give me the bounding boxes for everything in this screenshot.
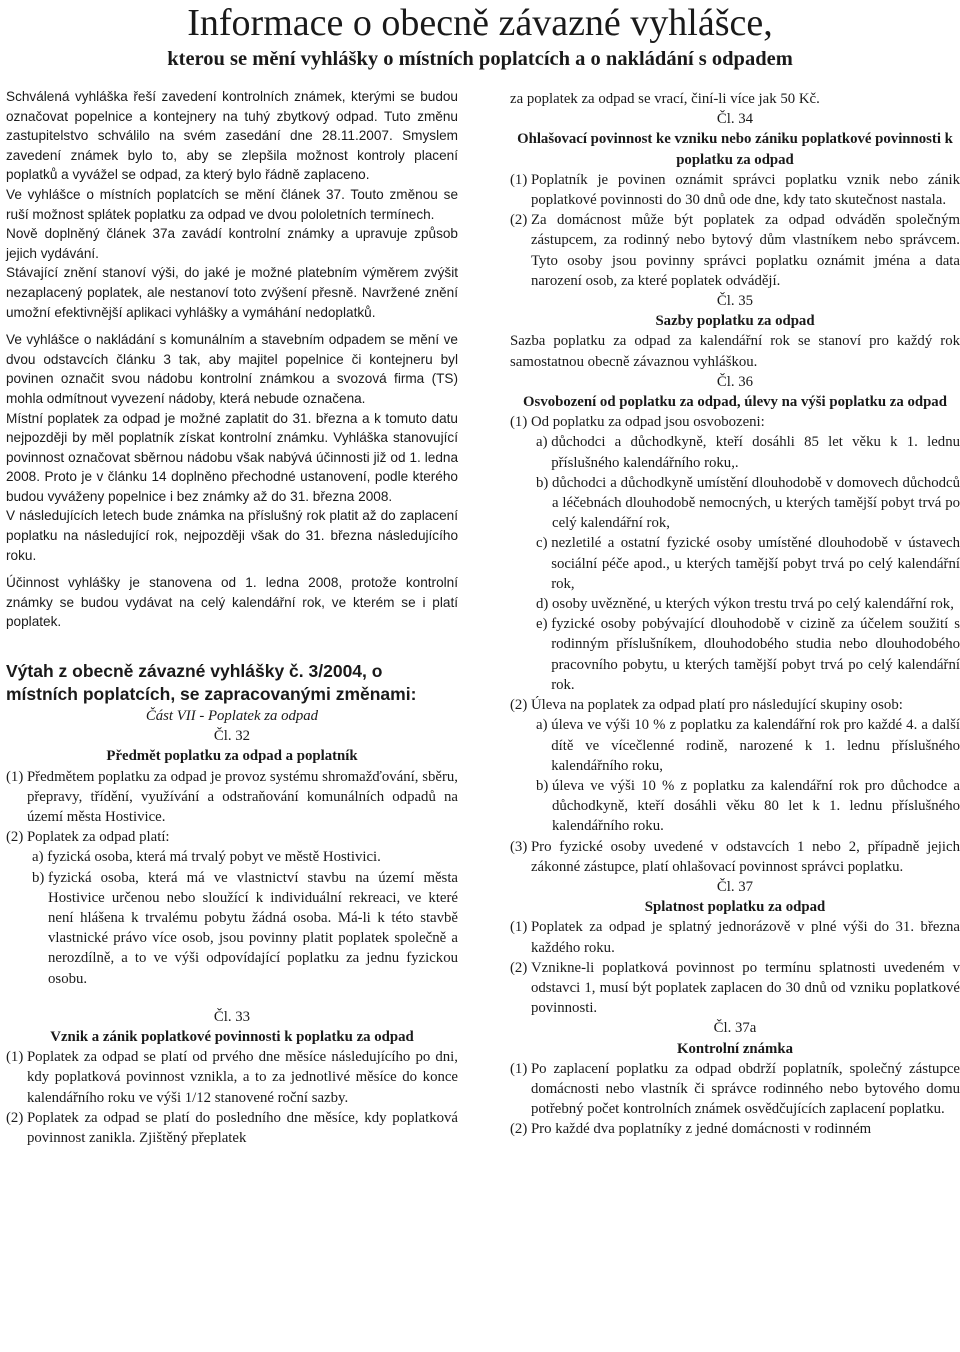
article-number: Čl. 35 xyxy=(716,293,754,310)
part-heading: Část VII - Poplatek za odpad xyxy=(145,708,319,725)
item-number: b) xyxy=(536,474,553,491)
item-number: (1) xyxy=(6,1049,27,1066)
article-title: Splatnost poplatku za odpad xyxy=(644,899,826,916)
article-title: Kontrolní známka xyxy=(676,1040,794,1057)
waste-paragraph: Ve vyhlášce o nakládání s komunálním a stavebním odpadem se mění ve dvou odstavcích článku 3 tak, aby majitel popelnice či kontejneru byl povinen označit svou nádobu kontrolní známkou a svozová firma (TS) mohla odmítnout vyvezení nádoby, která nebude označena. xyxy=(6,332,458,406)
paragraph-item xyxy=(510,695,960,715)
article-number: Čl. 33 xyxy=(213,1008,251,1025)
item-number: a) xyxy=(536,717,552,734)
intro-section xyxy=(6,87,458,632)
sub-item xyxy=(510,776,960,837)
item-number: (1) xyxy=(510,1060,531,1077)
article-number: Čl. 37 xyxy=(716,878,754,895)
intro-paragraph: Stávající znění stanoví výši, do jaké je možné platebním výměrem zvýšit nezaplacený poplatek, ale nestanoví toto zvýšení přesně. Navržené znění umožní efektivnější aplikaci vyhlášky a vymáhání nedoplatků. xyxy=(6,265,458,320)
waste-paragraph: V následujících letech bude známka na příslušný rok platit až do zaplacení poplatku na následující rok, nejpozději však do 31. března následujícího roku. xyxy=(6,508,458,563)
item-text: úleva ve výši 10 % z poplatku za kalendářní rok pro důchodce a důchodkyně, kteří dosáhli věku 80 let k 1. lednu příslušného kalendářního roku. xyxy=(552,777,960,835)
item-number: (2) xyxy=(6,1109,27,1126)
item-number: (1) xyxy=(6,768,27,785)
item-number: (2) xyxy=(510,959,531,976)
page-title: Informace o obecně závazné vyhlášce, xyxy=(187,2,773,44)
item-text: Úleva na poplatek za odpad platí pro následující skupiny osob: xyxy=(530,697,903,714)
intro-paragraph: Ve vyhlášce o místních poplatcích se mění článek 37. Touto změnou se ruší možnost splátek poplatku za odpad ve dvou pololetních termínech. xyxy=(6,186,458,222)
item-text: Za domácnost může být poplatek za odpad odváděn společným zástupcem, za rodinný nebo bytový dům vlastníkem nebo správcem. Tyto osoby jsou povinny správci poplatku oznámit jména a data narození osob, za které poplatek odvádějí. xyxy=(530,212,960,289)
item-text: fyzické osoby pobývající dlouhodobě v cizině za účelem soužití s rodinným příslušníkem, dlouhodobého studia nebo dlouhodobého pracovního pobytu, u kterých tamější pobyt trvá po celý kalendářní rok. xyxy=(551,616,960,693)
paragraph-item xyxy=(6,1108,458,1148)
item-number: b) xyxy=(536,777,553,794)
item-text: Předmětem poplatku za odpad je provoz systému shromažďování, sběru, přepravy, třídění, využívání a odstraňování komunálních odpadů na území města Hostivice. xyxy=(26,768,458,826)
article-title: Sazby poplatku za odpad xyxy=(655,313,815,330)
item-text: Pro fyzické osoby uvedené v odstavcích 1 nebo 2, případně jejich zákonné zástupce, platí ohlašovací povinnost správci poplatku. xyxy=(530,838,960,875)
sub-item xyxy=(510,614,960,695)
paragraph-item: (1) Od poplatku za odpad jsou osvobozeni: xyxy=(510,414,765,431)
effect-paragraph: Účinnost vyhlášky je stanovena od 1. ledna 2008, protože kontrolní známky se budou vydávat na celý kalendářní rok, ve kterém se i platí poplatek. xyxy=(6,575,458,630)
article-title: Předmět poplatku za odpad a poplatník xyxy=(106,748,358,765)
item-number: (3) xyxy=(510,838,531,855)
article-title: Osvobození od poplatku za odpad, úlevy na výši poplatku za odpad xyxy=(523,394,947,411)
sub-item xyxy=(6,868,458,989)
item-number: (2) xyxy=(510,697,531,714)
item-text: Poplatek za odpad se platí do posledního dne měsíce, kdy poplatková povinnost zanikla. Zjištěný přeplatek xyxy=(26,1109,458,1147)
item-text: Poplatek za odpad se platí od prvého dne měsíce následujícího po dni, kdy poplatková povinnost vznikla, a to za jednotlivé měsíce do konce kalendářního roku ve výši 1/12 stanovené roční sazby. xyxy=(26,1049,458,1106)
item-text: Poplatník je povinen oznámit správci poplatku vznik nebo zánik poplatkové povinnosti do 30 dnů ode dne, kdy tato skutečnost nastala. xyxy=(530,171,960,209)
sub-item xyxy=(510,715,960,776)
paragraph-item xyxy=(6,767,458,828)
right-column xyxy=(510,89,960,1140)
sub-item xyxy=(510,473,960,534)
item-text: fyzická osoba, která má trvalý pobyt ve městě Hostivici. xyxy=(47,849,381,866)
left-column xyxy=(6,87,458,1148)
sub-item xyxy=(510,432,960,472)
item-text: Poplatek za odpad je splatný jednorázově v plné výši do 31. března každého roku. xyxy=(530,919,960,956)
page-subtitle: kterou se mění vyhlášky o místních poplatcích a o nakládání s odpadem xyxy=(167,48,793,70)
paragraph-item xyxy=(510,210,960,291)
article-text: Sazba poplatku za odpad za kalendářní rok se stanoví pro každý rok samostatnou obecně závaznou vyhláškou. xyxy=(510,333,960,370)
extract-heading: Výtah z obecně závazné vyhlášky č. 3/2004, o místních poplatcích, se zapracovanými změnami: xyxy=(6,661,417,705)
item-number: a) xyxy=(32,849,48,866)
paragraph-item xyxy=(510,958,960,1019)
item-text: fyzická osoba, která má ve vlastnictví stavbu na území města Hostivice určenou nebo sloužící k individuální rekreaci, ve které není hlášena k trvalému pobytu žádná osoba. Má-li k této stavbě vlastnické právo více osob, jsou povinny platit poplatek společně a nerozdílně, a to ve výši odpovídající poplatku za jednu fyzickou osobu. xyxy=(48,869,458,987)
item-number: e) xyxy=(536,616,552,633)
part-vii-section xyxy=(6,706,458,1148)
item-text: důchodci a důchodkyně umístění dlouhodobě v domovech důchodců a léčebnách dlouhodobě nemocných, u kterých tamější pobyt trvá po celý kalendářní rok, xyxy=(552,474,960,532)
article-title: Ohlašovací povinnost ke vzniku nebo zániku poplatkové povinnosti k poplatku za odpad xyxy=(517,131,953,168)
item-text: osoby uvězněné, u kterých výkon trestu trvá po celý kalendářní rok, xyxy=(552,596,954,613)
item-text: nezletilé a ostatní fyzické osoby umístěné dlouhodobě v ústavech sociální péče apod., u kterých tamější pobyt trvá po celý kalendářní rok, xyxy=(551,535,960,592)
sub-item xyxy=(6,847,458,867)
item-number: (2) xyxy=(510,1121,531,1138)
item-number: c) xyxy=(536,535,552,552)
item-text: Vznikne-li poplatková povinnost po termínu splatnosti uvedeném v odstavci 1, musí být poplatek zaplacen do 30 dnů od vzniku poplatkové povinnosti. xyxy=(530,959,960,1017)
item-number: a) xyxy=(536,434,552,451)
article-number: Čl. 34 xyxy=(716,111,754,128)
paragraph-item xyxy=(510,1059,960,1120)
sub-item xyxy=(510,594,960,614)
item-text: Po zaplacení poplatku za odpad obdrží poplatník, společný zástupce domácnosti nebo vlastník či správce rodinného nebo bytového domu potřebný počet kontrolních známek osvědčujících zaplacení poplatku. xyxy=(530,1060,960,1118)
item-number: b) xyxy=(32,869,49,886)
waste-paragraph: Místní poplatek za odpad je možné zaplatit do 31. března a k tomuto datu nejpozději by měl poplatník získat kontrolní známku. Vyhláška stanovující povinnost označovat sběrnou nádobu však nabývá účinnosti již od 1. ledna 2008. Proto je v článku 14 doplněno přechodné ustanovení, podle kterého budou vyváženy popelnice i bez známky až do 31. března 2008. xyxy=(6,410,458,504)
intro-paragraph: Schválená vyhláška řeší zavedení kontrolních známek, kterými se budou označovat popelnice a kontejnery na tuhý zbytkový odpad. Tuto změnu zastupitelstvo schválilo na svém zasedání dne 28.11.2007. Smyslem zavedení známek bylo to, aby se zlepšila možnost kontroly placení poplatků a vyvážel se odpad, za který bylo řádně zaplaceno. xyxy=(6,89,458,183)
item-number: (1) xyxy=(510,171,531,188)
item-text: Pro každé dva poplatníky z jedné domácnosti v rodinném xyxy=(530,1121,872,1138)
item-number: d) xyxy=(536,596,553,613)
item-text: důchodci a důchodkyně, kteří dosáhli 85 let věku k 1. lednu příslušného kalendářního roku,. xyxy=(551,434,960,471)
item-number: (1) xyxy=(510,919,531,936)
paragraph-item xyxy=(510,917,960,957)
article-title: Vznik a zánik poplatkové povinnosti k poplatku za odpad xyxy=(50,1029,414,1046)
paragraph-item xyxy=(510,837,960,877)
paragraph-item xyxy=(510,1119,960,1139)
article-number: Čl. 36 xyxy=(716,373,754,390)
paragraph-item xyxy=(6,1047,458,1108)
paragraph-item: (2) Poplatek za odpad platí: xyxy=(6,829,170,846)
sub-item xyxy=(510,533,960,594)
article-number: Čl. 37a xyxy=(713,1020,757,1037)
intro-paragraph: Nově doplněný článek 37a zavádí kontrolní známky a upravuje způsob jejich vydávání. xyxy=(6,226,458,261)
item-number: (2) xyxy=(510,212,531,229)
paragraph-item xyxy=(510,170,960,210)
item-text: úleva ve výši 10 % z poplatku za kalendářní rok pro každé 4. a další dítě ve vícečlenné rodině, narozené k 1. lednu příslušného kalendářního roku, xyxy=(551,717,960,774)
continuation-text: za poplatek za odpad se vrací, činí-li více jak 50 Kč. xyxy=(510,91,820,107)
article-number: Čl. 32 xyxy=(213,728,251,745)
